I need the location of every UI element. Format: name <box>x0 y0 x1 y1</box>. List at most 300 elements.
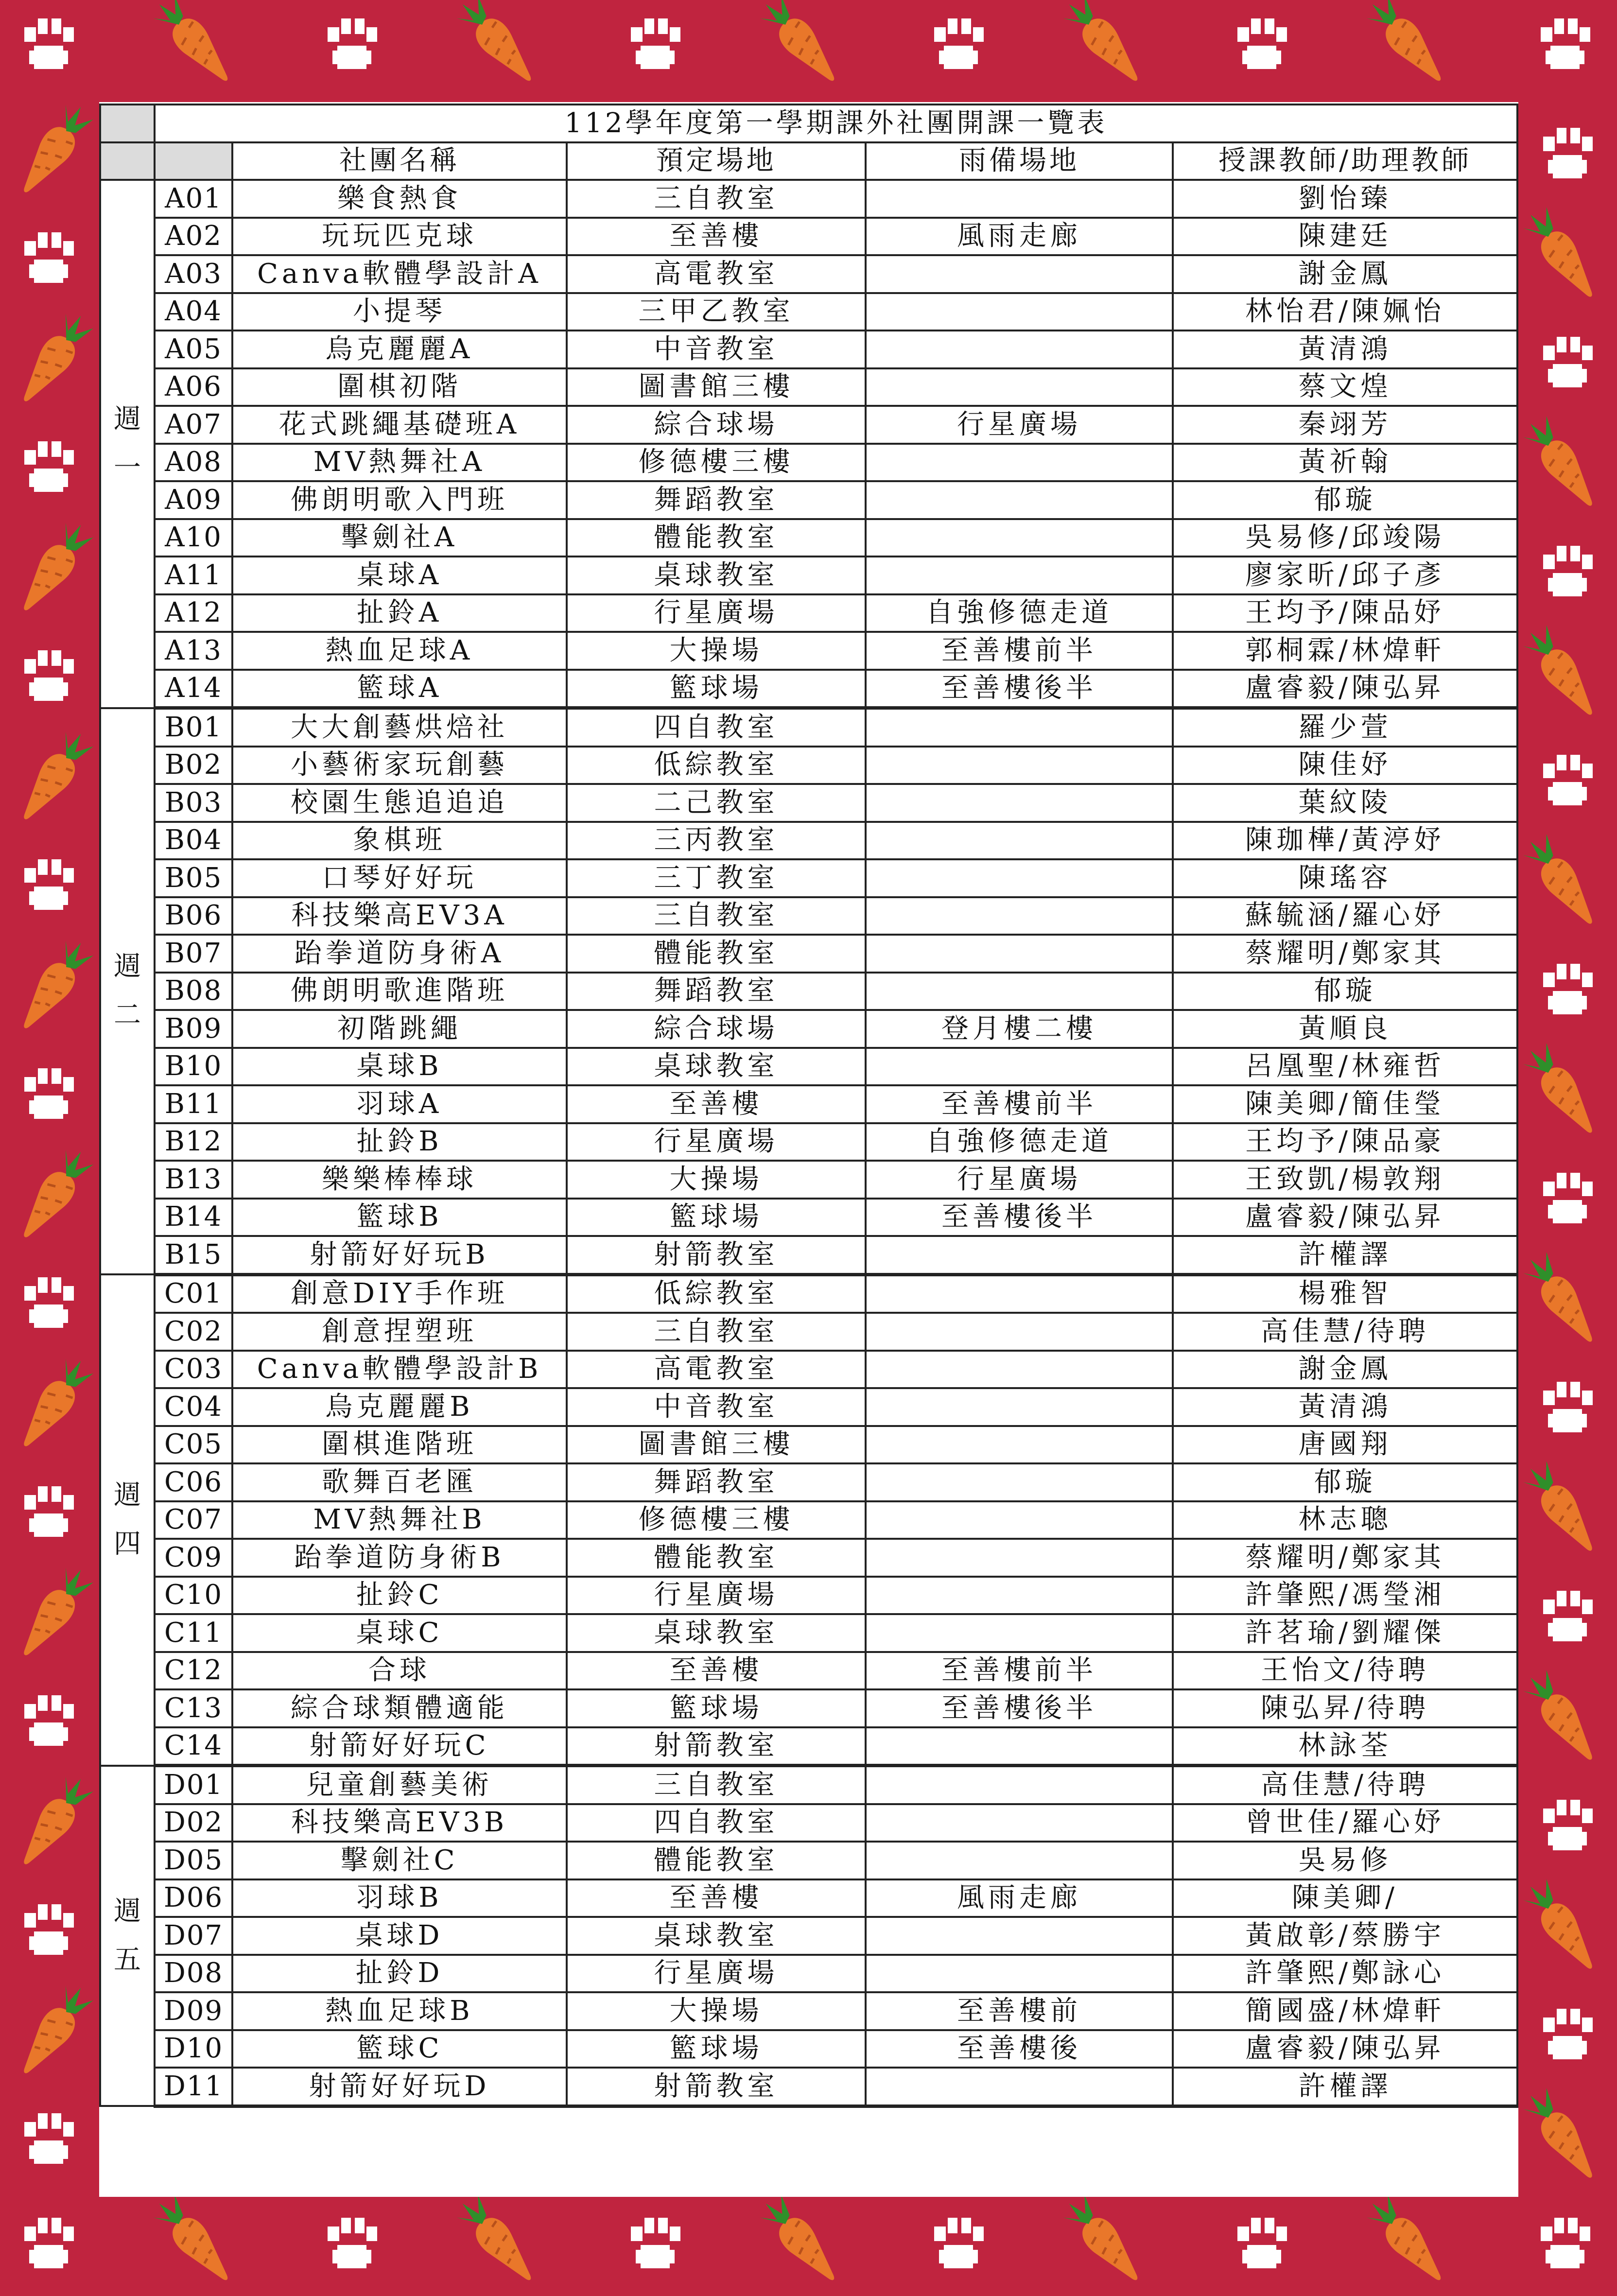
teacher-cell: 簡國盛/林煒軒 <box>1173 1992 1517 2030</box>
club-name-cell: 擊劍社C <box>232 1842 567 1879</box>
carrot-icon <box>11 726 96 828</box>
club-name-cell: 大大創藝烘焙社 <box>232 708 567 747</box>
paw-print-icon <box>1543 1800 1593 1850</box>
club-name-cell: 小藝術家玩創藝 <box>232 747 567 784</box>
club-code-cell: B09 <box>155 1010 232 1048</box>
venue-cell: 桌球教室 <box>567 557 866 594</box>
table-row <box>100 1463 1517 1501</box>
table-row <box>100 670 1517 708</box>
venue-cell: 圖書館三樓 <box>567 1426 866 1464</box>
header-rain-venue: 雨備場地 <box>866 142 1173 180</box>
corner-cell <box>100 104 155 142</box>
club-name-cell: 科技樂高EV3B <box>232 1804 567 1842</box>
club-name-cell: 圍棋初階 <box>232 368 567 406</box>
venue-cell: 舞蹈教室 <box>567 1463 866 1501</box>
club-code-cell: B02 <box>155 747 232 784</box>
club-code-cell: C14 <box>155 1727 232 1766</box>
venue-cell: 低綜教室 <box>567 747 866 784</box>
table-row <box>100 255 1517 293</box>
rain-venue-cell <box>866 1804 1173 1842</box>
club-name-cell: 兒童創藝美術 <box>232 1766 567 1804</box>
table-row <box>100 1274 1517 1313</box>
rain-venue-cell <box>866 1313 1173 1351</box>
carrot-icon <box>1519 1458 1604 1560</box>
teacher-cell: 葉紋陵 <box>1173 784 1517 822</box>
carrot-icon <box>11 99 96 201</box>
table-row <box>100 784 1517 822</box>
table-row <box>100 632 1517 670</box>
table-row <box>100 822 1517 860</box>
header-club-name: 社團名稱 <box>232 142 567 180</box>
weekday-cell: 週 五 <box>100 1766 155 2106</box>
carrot-icon <box>452 2192 542 2290</box>
club-code-cell: A06 <box>155 368 232 406</box>
paw-print-icon <box>1543 1382 1593 1432</box>
carrot-icon <box>11 1771 96 1873</box>
teacher-cell: 高佳慧/待聘 <box>1173 1766 1517 1804</box>
rain-venue-cell <box>866 822 1173 860</box>
venue-cell: 三丁教室 <box>567 859 866 897</box>
paw-print-icon <box>1543 2009 1593 2059</box>
teacher-cell: 唐國翔 <box>1173 1426 1517 1464</box>
table-row <box>100 935 1517 973</box>
club-code-cell: B06 <box>155 897 232 935</box>
club-name-cell: 烏克麗麗A <box>232 330 567 368</box>
venue-cell: 桌球教室 <box>567 1614 866 1652</box>
paw-print-icon <box>24 2113 74 2164</box>
teacher-cell: 謝金鳳 <box>1173 1351 1517 1389</box>
teacher-cell: 王怡文/待聘 <box>1173 1652 1517 1690</box>
paw-print-icon <box>24 1904 74 1955</box>
teacher-cell: 劉怡臻 <box>1173 180 1517 218</box>
club-code-cell: A13 <box>155 632 232 670</box>
venue-cell: 中音教室 <box>567 1388 866 1426</box>
weekday-cell: 週 二 <box>100 708 155 1275</box>
table-row <box>100 1766 1517 1804</box>
teacher-cell: 陳建廷 <box>1173 218 1517 256</box>
paw-print-icon <box>631 18 680 69</box>
venue-cell: 籃球場 <box>567 670 866 708</box>
venue-cell: 綜合球場 <box>567 1010 866 1048</box>
club-code-cell: D06 <box>155 1879 232 1917</box>
teacher-cell: 陳瑤容 <box>1173 859 1517 897</box>
teacher-cell: 蘇毓涵/羅心妤 <box>1173 897 1517 935</box>
club-code-cell: C09 <box>155 1539 232 1577</box>
venue-cell: 三自教室 <box>567 180 866 218</box>
venue-cell: 大操場 <box>567 1992 866 2030</box>
club-code-cell: C10 <box>155 1577 232 1615</box>
venue-cell: 行星廣場 <box>567 1955 866 1993</box>
teacher-cell: 許茗瑜/劉耀傑 <box>1173 1614 1517 1652</box>
carrot-icon <box>755 0 846 91</box>
venue-cell: 大操場 <box>567 632 866 670</box>
teacher-cell: 秦翊芳 <box>1173 406 1517 444</box>
club-name-cell: 籃球C <box>232 2030 567 2068</box>
club-name-cell: 羽球A <box>232 1085 567 1123</box>
teacher-cell: 林志聰 <box>1173 1501 1517 1539</box>
paw-print-icon <box>24 1068 74 1119</box>
rain-venue-cell <box>866 444 1173 482</box>
rain-venue-cell <box>866 255 1173 293</box>
carrot-icon <box>755 2192 846 2290</box>
club-name-cell: 射箭好好玩D <box>232 2068 567 2106</box>
paw-print-icon <box>1543 1173 1593 1223</box>
carrot-icon <box>1519 831 1604 933</box>
club-code-cell: C04 <box>155 1388 232 1426</box>
teacher-cell: 吳易修/邱竣陽 <box>1173 519 1517 557</box>
rain-venue-cell <box>866 481 1173 519</box>
club-name-cell: 桌球B <box>232 1048 567 1086</box>
table-row <box>100 859 1517 897</box>
club-name-cell: 樂食熱食 <box>232 180 567 218</box>
club-code-cell: A02 <box>155 218 232 256</box>
club-code-cell: C03 <box>155 1351 232 1389</box>
club-name-cell: 佛朗明歌入門班 <box>232 481 567 519</box>
club-name-cell: 跆拳道防身術A <box>232 935 567 973</box>
rain-venue-cell: 至善樓前 <box>866 1992 1173 2030</box>
paw-print-icon <box>328 2218 377 2268</box>
table-row <box>100 406 1517 444</box>
table-row <box>100 2068 1517 2106</box>
club-code-cell: C12 <box>155 1652 232 1690</box>
paw-print-icon <box>24 441 74 492</box>
teacher-cell: 曾世佳/羅心妤 <box>1173 1804 1517 1842</box>
weekday-cell: 週 一 <box>100 180 155 708</box>
club-code-cell: C06 <box>155 1463 232 1501</box>
teacher-cell: 王致凱/楊敦翔 <box>1173 1161 1517 1199</box>
table-row <box>100 1879 1517 1917</box>
carrot-icon <box>1519 1249 1604 1351</box>
carrot-icon <box>1519 1876 1604 1978</box>
venue-cell: 高電教室 <box>567 255 866 293</box>
carrot-icon <box>1519 204 1604 306</box>
rain-venue-cell: 行星廣場 <box>866 1161 1173 1199</box>
carrot-icon <box>11 1353 96 1455</box>
table-row <box>100 1048 1517 1086</box>
club-code-cell: A10 <box>155 519 232 557</box>
club-name-cell: 扯鈴A <box>232 594 567 632</box>
rain-venue-cell <box>866 747 1173 784</box>
teacher-cell: 陳珈樺/黃渟妤 <box>1173 822 1517 860</box>
club-code-cell: B07 <box>155 935 232 973</box>
rain-venue-cell <box>866 1274 1173 1313</box>
club-code-cell: B13 <box>155 1161 232 1199</box>
table-row <box>100 1577 1517 1615</box>
rain-venue-cell <box>866 293 1173 331</box>
table-row <box>100 897 1517 935</box>
teacher-cell: 盧睿毅/陳弘昇 <box>1173 2030 1517 2068</box>
club-name-cell: 羽球B <box>232 1879 567 1917</box>
rain-venue-cell: 至善樓後半 <box>866 1689 1173 1727</box>
club-name-cell: 扯鈴B <box>232 1123 567 1161</box>
club-name-cell: 綜合球類體適能 <box>232 1689 567 1727</box>
venue-cell: 體能教室 <box>567 1842 866 1879</box>
club-name-cell: 熱血足球A <box>232 632 567 670</box>
club-code-cell: B03 <box>155 784 232 822</box>
rain-venue-cell <box>866 1388 1173 1426</box>
header-row <box>100 142 1517 180</box>
table-row <box>100 444 1517 482</box>
club-name-cell: 射箭好好玩B <box>232 1236 567 1274</box>
paw-print-icon <box>1237 2218 1287 2268</box>
carrot-icon <box>11 308 96 410</box>
rain-venue-cell <box>866 1539 1173 1577</box>
club-name-cell: 扯鈴D <box>232 1955 567 1993</box>
table-row <box>100 1426 1517 1464</box>
club-name-cell: Canva軟體學設計B <box>232 1351 567 1389</box>
rain-venue-cell <box>866 1727 1173 1766</box>
rain-venue-cell: 至善樓前半 <box>866 1652 1173 1690</box>
club-name-cell: 玩玩匹克球 <box>232 218 567 256</box>
venue-cell: 射箭教室 <box>567 2068 866 2106</box>
club-code-cell: A05 <box>155 330 232 368</box>
club-code-cell: D08 <box>155 1955 232 1993</box>
club-code-cell: C05 <box>155 1426 232 1464</box>
club-code-cell: B14 <box>155 1199 232 1236</box>
table-row <box>100 1085 1517 1123</box>
club-name-cell: 熱血足球B <box>232 1992 567 2030</box>
club-code-cell: D10 <box>155 2030 232 2068</box>
teacher-cell: 黃清鴻 <box>1173 330 1517 368</box>
venue-cell: 修德樓三樓 <box>567 444 866 482</box>
club-code-cell: B12 <box>155 1123 232 1161</box>
venue-cell: 大操場 <box>567 1161 866 1199</box>
header-corner-cell <box>100 142 155 180</box>
rain-venue-cell <box>866 1842 1173 1879</box>
rain-venue-cell: 自強修德走道 <box>866 1123 1173 1161</box>
carrot-icon <box>11 1980 96 2082</box>
rain-venue-cell <box>866 1048 1173 1086</box>
venue-cell: 體能教室 <box>567 935 866 973</box>
club-code-cell: C01 <box>155 1274 232 1313</box>
club-code-cell: D07 <box>155 1917 232 1955</box>
teacher-cell: 許權譯 <box>1173 1236 1517 1274</box>
paw-print-icon <box>1543 1591 1593 1641</box>
paw-print-icon <box>1543 337 1593 387</box>
venue-cell: 至善樓 <box>567 1652 866 1690</box>
club-name-cell: 籃球A <box>232 670 567 708</box>
club-code-cell: C11 <box>155 1614 232 1652</box>
table-row <box>100 1992 1517 2030</box>
table-row <box>100 557 1517 594</box>
paw-print-icon <box>631 2218 680 2268</box>
club-code-cell: A01 <box>155 180 232 218</box>
rain-venue-cell <box>866 1766 1173 1804</box>
venue-cell: 低綜教室 <box>567 1274 866 1313</box>
teacher-cell: 黃順良 <box>1173 1010 1517 1048</box>
teacher-cell: 林詠荃 <box>1173 1727 1517 1766</box>
club-code-cell: A14 <box>155 670 232 708</box>
teacher-cell: 陳佳妤 <box>1173 747 1517 784</box>
carrot-icon <box>149 2192 239 2290</box>
club-name-cell: 科技樂高EV3A <box>232 897 567 935</box>
paw-print-icon <box>24 1486 74 1537</box>
rain-venue-cell <box>866 1463 1173 1501</box>
venue-cell: 籃球場 <box>567 1199 866 1236</box>
venue-cell: 中音教室 <box>567 330 866 368</box>
carrot-icon <box>11 935 96 1037</box>
rain-venue-cell <box>866 1917 1173 1955</box>
venue-cell: 行星廣場 <box>567 1577 866 1615</box>
paw-print-icon <box>1543 755 1593 805</box>
table-row <box>100 330 1517 368</box>
teacher-cell: 黃祈翰 <box>1173 444 1517 482</box>
rain-venue-cell: 至善樓後半 <box>866 1199 1173 1236</box>
venue-cell: 籃球場 <box>567 2030 866 2068</box>
club-code-cell: A04 <box>155 293 232 331</box>
table-row <box>100 1842 1517 1879</box>
club-code-cell: D05 <box>155 1842 232 1879</box>
venue-cell: 修德樓三樓 <box>567 1501 866 1539</box>
teacher-cell: 陳弘昇/待聘 <box>1173 1689 1517 1727</box>
rain-venue-cell <box>866 1426 1173 1464</box>
venue-cell: 四自教室 <box>567 1804 866 1842</box>
club-code-cell: A11 <box>155 557 232 594</box>
club-code-cell: D01 <box>155 1766 232 1804</box>
carrot-icon <box>1519 413 1604 515</box>
venue-cell: 三自教室 <box>567 1313 866 1351</box>
venue-cell: 行星廣場 <box>567 1123 866 1161</box>
carrot-icon <box>452 0 542 91</box>
table-row <box>100 747 1517 784</box>
teacher-cell: 郭桐霖/林煒軒 <box>1173 632 1517 670</box>
rain-venue-cell <box>866 708 1173 747</box>
venue-cell: 綜合球場 <box>567 406 866 444</box>
teacher-cell: 陳美卿/ <box>1173 1879 1517 1917</box>
club-code-cell: B15 <box>155 1236 232 1274</box>
club-code-cell: B01 <box>155 708 232 747</box>
rain-venue-cell <box>866 859 1173 897</box>
paw-print-icon <box>24 650 74 701</box>
club-name-cell: 籃球B <box>232 1199 567 1236</box>
paw-print-icon <box>1543 128 1593 178</box>
carrot-icon <box>1519 1040 1604 1142</box>
carrot-icon <box>149 0 239 91</box>
rain-venue-cell <box>866 784 1173 822</box>
rain-venue-cell <box>866 330 1173 368</box>
club-code-cell: A09 <box>155 481 232 519</box>
club-name-cell: 桌球D <box>232 1917 567 1955</box>
table-row <box>100 1236 1517 1274</box>
table-row <box>100 1199 1517 1236</box>
club-code-cell: A07 <box>155 406 232 444</box>
page-title: 112學年度第一學期課外社團開課一覽表 <box>155 104 1517 142</box>
rain-venue-cell <box>866 973 1173 1010</box>
rain-venue-cell <box>866 519 1173 557</box>
carrot-icon <box>1059 2192 1149 2290</box>
venue-cell: 三甲乙教室 <box>567 293 866 331</box>
table-row <box>100 1388 1517 1426</box>
teacher-cell: 許權譯 <box>1173 2068 1517 2106</box>
club-name-cell: 擊劍社A <box>232 519 567 557</box>
rain-venue-cell: 風雨走廊 <box>866 1879 1173 1917</box>
venue-cell: 射箭教室 <box>567 1236 866 1274</box>
paw-print-icon <box>328 18 377 69</box>
club-name-cell: 扯鈴C <box>232 1577 567 1615</box>
table-row <box>100 2030 1517 2068</box>
club-code-cell: D11 <box>155 2068 232 2106</box>
rain-venue-cell: 至善樓後半 <box>866 670 1173 708</box>
teacher-cell: 郁璇 <box>1173 973 1517 1010</box>
table-row <box>100 973 1517 1010</box>
club-code-cell: A08 <box>155 444 232 482</box>
teacher-cell: 廖家昕/邱子彥 <box>1173 557 1517 594</box>
table-row <box>100 1727 1517 1766</box>
table-row <box>100 1501 1517 1539</box>
paw-print-icon <box>934 18 984 69</box>
venue-cell: 四自教室 <box>567 708 866 747</box>
table-row <box>100 218 1517 256</box>
table-row <box>100 1689 1517 1727</box>
carrot-icon <box>1519 1667 1604 1769</box>
table-row <box>100 594 1517 632</box>
club-name-cell: 桌球A <box>232 557 567 594</box>
venue-cell: 桌球教室 <box>567 1917 866 1955</box>
club-name-cell: 桌球C <box>232 1614 567 1652</box>
teacher-cell: 吳易修 <box>1173 1842 1517 1879</box>
venue-cell: 圖書館三樓 <box>567 368 866 406</box>
carrot-icon <box>1362 0 1452 91</box>
club-table <box>99 104 1518 2108</box>
paw-print-icon <box>24 2218 74 2268</box>
rain-venue-cell <box>866 1955 1173 1993</box>
club-code-cell: B11 <box>155 1085 232 1123</box>
paw-print-icon <box>1541 18 1590 69</box>
carrot-icon <box>11 1144 96 1246</box>
table-row <box>100 180 1517 218</box>
carrot-icon <box>1059 0 1149 91</box>
table-row <box>100 481 1517 519</box>
table-row <box>100 293 1517 331</box>
rain-venue-cell <box>866 557 1173 594</box>
table-row <box>100 1123 1517 1161</box>
club-name-cell: 花式跳繩基礎班A <box>232 406 567 444</box>
table-row <box>100 1917 1517 1955</box>
carrot-icon <box>1362 2192 1452 2290</box>
rain-venue-cell: 風雨走廊 <box>866 218 1173 256</box>
club-name-cell: 校園生態追追追 <box>232 784 567 822</box>
rain-venue-cell <box>866 1236 1173 1274</box>
teacher-cell: 盧睿毅/陳弘昇 <box>1173 670 1517 708</box>
club-name-cell: 初階跳繩 <box>232 1010 567 1048</box>
rain-venue-cell <box>866 1577 1173 1615</box>
teacher-cell: 陳美卿/簡佳瑩 <box>1173 1085 1517 1123</box>
rain-venue-cell <box>866 1614 1173 1652</box>
teacher-cell: 許肇熙/馮瑩湘 <box>1173 1577 1517 1615</box>
club-code-cell: A03 <box>155 255 232 293</box>
teacher-cell: 王均予/陳品豪 <box>1173 1123 1517 1161</box>
rain-venue-cell <box>866 368 1173 406</box>
rain-venue-cell <box>866 935 1173 973</box>
venue-cell: 高電教室 <box>567 1351 866 1389</box>
header-code-cell <box>155 142 232 180</box>
teacher-cell: 蔡文煌 <box>1173 368 1517 406</box>
teacher-cell: 黃啟彰/蔡勝宇 <box>1173 1917 1517 1955</box>
teacher-cell: 楊雅智 <box>1173 1274 1517 1313</box>
venue-cell: 體能教室 <box>567 1539 866 1577</box>
teacher-cell: 黃清鴻 <box>1173 1388 1517 1426</box>
header-venue: 預定場地 <box>567 142 866 180</box>
club-name-cell: 創意DIY手作班 <box>232 1274 567 1313</box>
paw-print-icon <box>934 2218 984 2268</box>
paw-print-icon <box>24 232 74 283</box>
venue-cell: 籃球場 <box>567 1689 866 1727</box>
club-code-cell: C13 <box>155 1689 232 1727</box>
table-row <box>100 1614 1517 1652</box>
table-row <box>100 1313 1517 1351</box>
table-row <box>100 1804 1517 1842</box>
teacher-cell: 蔡耀明/鄭家其 <box>1173 1539 1517 1577</box>
